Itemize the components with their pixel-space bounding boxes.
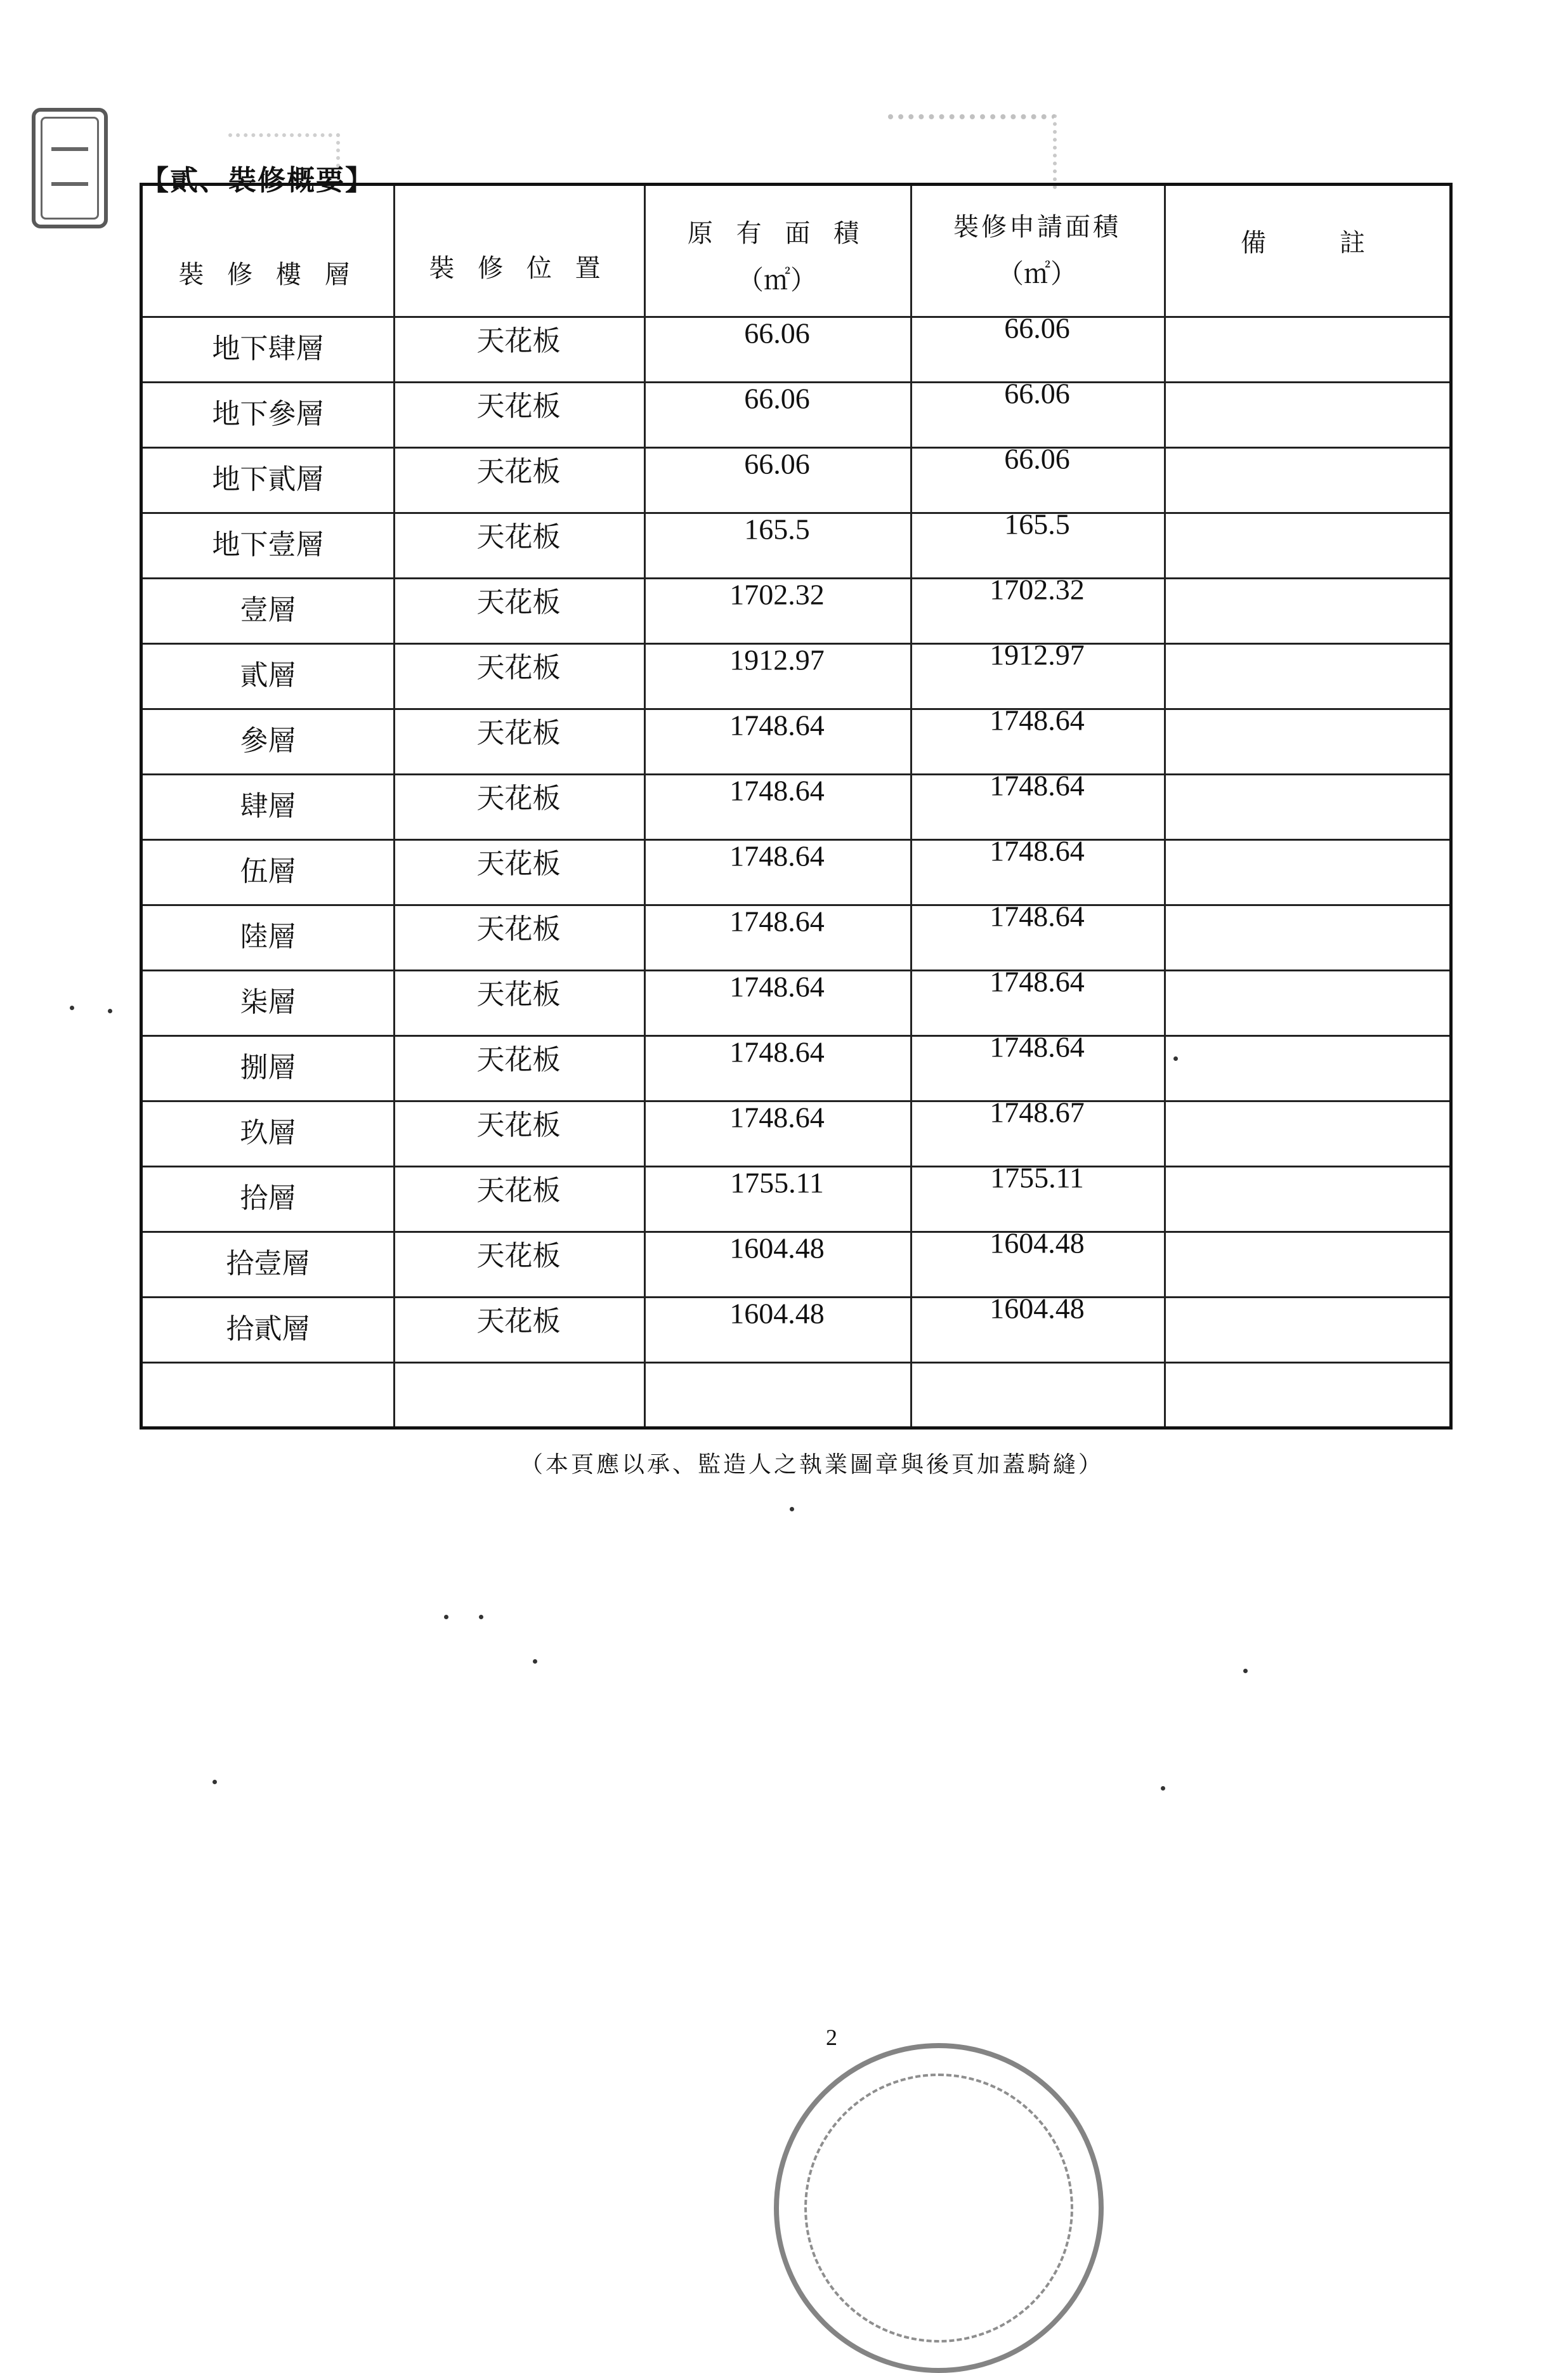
- scan-speck: [533, 1659, 537, 1664]
- position-cell: 天花板: [476, 651, 561, 684]
- position-cell: 天花板: [476, 1305, 561, 1338]
- scan-speck: [212, 1780, 217, 1784]
- scan-speck: [479, 1615, 483, 1619]
- header-applied-area: 裝修申請面積: [953, 213, 1121, 242]
- renovation-summary-table: [140, 183, 1453, 1430]
- applied-area-cell: 1748.67: [990, 1096, 1085, 1129]
- footnote: （本頁應以承、監造人之執業圖章與後頁加蓋騎縫）: [520, 1452, 1104, 1478]
- floor-cell: 參層: [240, 724, 296, 757]
- floor-cell: 壹層: [240, 593, 296, 626]
- scan-speck: [1173, 1056, 1178, 1061]
- scan-speck: [108, 1009, 112, 1013]
- section-title: 【貳、裝修概要】: [141, 164, 374, 197]
- position-cell: 天花板: [476, 912, 561, 945]
- table-column-divider: [644, 186, 646, 1426]
- floor-cell: 地下肆層: [212, 332, 324, 365]
- table-column-divider: [910, 186, 912, 1426]
- applied-area-cell: 66.06: [1004, 442, 1070, 475]
- scan-speck: [790, 1507, 794, 1511]
- original-area-cell: 66.06: [744, 447, 810, 480]
- applied-area-cell: 1748.64: [990, 769, 1085, 802]
- seal-inner-ring: [804, 2074, 1073, 2343]
- original-area-cell: 1702.32: [729, 578, 825, 611]
- position-cell: 天花板: [476, 1043, 561, 1076]
- original-area-cell: 66.06: [744, 382, 810, 415]
- floor-cell: 地下貳層: [212, 463, 324, 496]
- scan-speck: [1243, 1669, 1248, 1673]
- original-area-cell: 1748.64: [729, 709, 825, 742]
- position-cell: 天花板: [476, 1108, 561, 1141]
- header-original-area-unit: （㎡）: [736, 266, 818, 296]
- position-cell: 天花板: [476, 1239, 561, 1272]
- seal-inner-frame: [41, 117, 99, 220]
- applied-area-cell: 1748.64: [990, 900, 1085, 933]
- floor-cell: 拾壹層: [226, 1247, 310, 1280]
- floor-cell: 伍層: [240, 855, 296, 888]
- floor-cell: 捌層: [240, 1051, 296, 1084]
- faint-stamp-mark: [888, 114, 1057, 189]
- header-applied-area-unit: （㎡）: [996, 260, 1078, 289]
- original-area-cell: 1748.64: [729, 774, 825, 807]
- original-area-cell: 1748.64: [729, 905, 825, 938]
- original-area-cell: 165.5: [744, 513, 810, 546]
- applied-area-cell: 1748.64: [990, 965, 1085, 998]
- floor-cell: 玖層: [240, 1116, 296, 1149]
- position-cell: 天花板: [476, 847, 561, 880]
- position-cell: 天花板: [476, 390, 561, 423]
- applied-area-cell: 66.06: [1004, 377, 1070, 410]
- original-area-cell: 1604.48: [729, 1297, 825, 1330]
- original-area-cell: 1748.64: [729, 1101, 825, 1134]
- applied-area-cell: 1748.64: [990, 704, 1085, 737]
- floor-cell: 陸層: [240, 920, 296, 953]
- applied-area-cell: 165.5: [1004, 508, 1070, 541]
- applied-area-cell: 1748.64: [990, 1030, 1085, 1063]
- header-original-area: 原 有 面 積: [687, 219, 867, 248]
- position-cell: 天花板: [476, 324, 561, 357]
- table-column-divider: [393, 186, 395, 1426]
- original-area-cell: 1748.64: [729, 970, 825, 1003]
- applied-area-cell: 1702.32: [990, 573, 1085, 606]
- floor-cell: 拾層: [240, 1181, 296, 1214]
- header-floor: 裝 修 樓 層: [178, 260, 358, 289]
- applied-area-cell: 66.06: [1004, 312, 1070, 345]
- original-area-cell: 1912.97: [729, 643, 825, 676]
- position-cell: 天花板: [476, 586, 561, 619]
- floor-cell: 拾貳層: [226, 1312, 310, 1345]
- floor-cell: 地下參層: [212, 397, 324, 430]
- table-row-divider: [143, 1362, 1449, 1364]
- original-area-cell: 66.06: [744, 317, 810, 350]
- header-position: 裝 修 位 置: [429, 254, 608, 283]
- bottom-official-seal-stamp: [774, 2043, 1104, 2373]
- floor-cell: 柒層: [240, 985, 296, 1018]
- header-remarks: 備 註: [1241, 228, 1373, 258]
- position-cell: 天花板: [476, 520, 561, 553]
- original-area-cell: 1748.64: [729, 839, 825, 872]
- scan-speck: [1161, 1786, 1165, 1791]
- scan-speck: [444, 1615, 448, 1619]
- floor-cell: 貳層: [240, 659, 296, 692]
- top-left-seal-stamp: [32, 108, 108, 228]
- applied-area-cell: 1604.48: [990, 1226, 1085, 1259]
- floor-cell: 肆層: [240, 789, 296, 822]
- position-cell: 天花板: [476, 455, 561, 488]
- applied-area-cell: 1912.97: [990, 638, 1085, 671]
- scan-speck: [70, 1006, 74, 1010]
- position-cell: 天花板: [476, 782, 561, 815]
- applied-area-cell: 1748.64: [990, 834, 1085, 867]
- position-cell: 天花板: [476, 978, 561, 1011]
- applied-area-cell: 1755.11: [990, 1161, 1084, 1194]
- table-column-divider: [1164, 186, 1166, 1426]
- position-cell: 天花板: [476, 1174, 561, 1207]
- page-number: 2: [826, 2025, 837, 2050]
- original-area-cell: 1604.48: [729, 1232, 825, 1265]
- applied-area-cell: 1604.48: [990, 1292, 1085, 1325]
- original-area-cell: 1748.64: [729, 1035, 825, 1068]
- floor-cell: 地下壹層: [212, 528, 324, 561]
- position-cell: 天花板: [476, 716, 561, 749]
- original-area-cell: 1755.11: [730, 1166, 824, 1199]
